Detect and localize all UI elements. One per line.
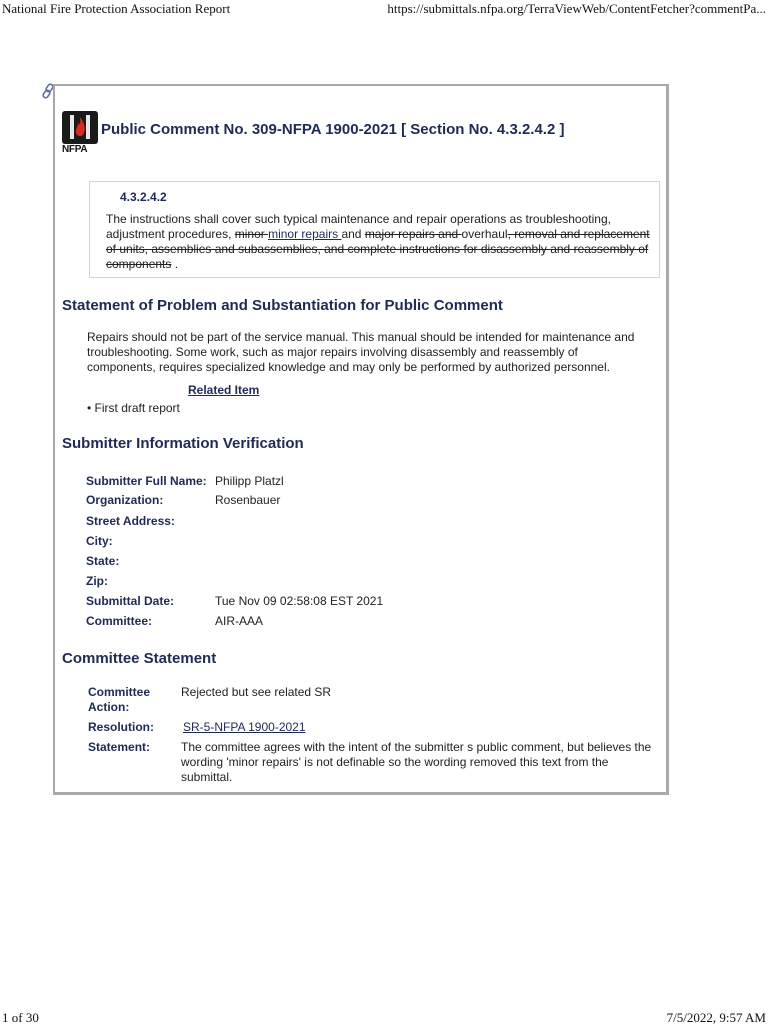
nfpa-flame-emblem-icon xyxy=(62,111,98,144)
section-text-segment: and xyxy=(341,227,365,241)
deleted-text: minor xyxy=(234,227,269,241)
print-header-title: National Fire Protection Association Report xyxy=(2,1,231,16)
committee-heading: Committee Statement xyxy=(62,650,217,667)
field-label: Zip: xyxy=(86,574,108,588)
page-title: Public Comment No. 309-NFPA 1900-2021 [ Section No. 4.3.2.4.2 ] xyxy=(101,121,565,138)
section-text-segment: . xyxy=(171,257,179,271)
field-label: Street Address: xyxy=(86,514,175,528)
related-item-entry: • First draft report xyxy=(87,401,180,415)
section-text-segment: The instructions shall cover such typical maintenance and repair operations as troubleshooting, adjustment procedures, xyxy=(106,212,611,241)
resolution-label: Resolution: xyxy=(88,720,154,734)
problem-heading: Statement of Problem and Substantiation for Public Comment xyxy=(62,297,503,314)
print-timestamp: 7/5/2022, 9:57 AM xyxy=(666,1010,766,1025)
section-text-segment: overhaul xyxy=(461,227,508,241)
field-value: Philipp Platzl xyxy=(215,474,284,488)
field-label: State: xyxy=(86,554,120,568)
related-item-link[interactable]: Related Item xyxy=(188,383,260,397)
inserted-text: minor repairs xyxy=(268,227,342,241)
field-label: Submittal Date: xyxy=(86,594,175,608)
statement-text: The committee agrees with the intent of the submitter s public comment, but believes the wording 'minor repairs' is not definable so the wording removed this text from the submittal. xyxy=(181,740,652,784)
problem-text: Repairs should not be part of the service manual. This manual should be intended for maintenance and troubleshooting. Some work, such as major repairs involving disassembly and reassembly of components, requires specialized knowledge and may only be performed by authorized personnel. xyxy=(87,330,635,374)
field-label: Organization: xyxy=(86,493,164,507)
field-value: AIR-AAA xyxy=(215,614,264,628)
field-label: City: xyxy=(86,534,113,548)
section-number: 4.3.2.4.2 xyxy=(120,190,167,204)
field-label: Committee: xyxy=(86,614,153,628)
page-count: 1 of 30 xyxy=(2,1010,39,1025)
committee-action-value: Rejected but see related SR xyxy=(181,685,332,699)
field-label: Submitter Full Name: xyxy=(86,474,207,488)
field-value: Rosenbauer xyxy=(215,493,281,507)
field-value: Tue Nov 09 02:58:08 EST 2021 xyxy=(215,594,384,608)
nfpa-logo-text: NFPA xyxy=(62,144,88,155)
section-text xyxy=(106,212,654,272)
statement-label: Statement: xyxy=(88,740,151,754)
print-header-url: https://submittals.nfpa.org/TerraViewWeb/ContentFetcher?commentPa... xyxy=(387,1,766,16)
resolution-link[interactable]: SR-5-NFPA 1900-2021 xyxy=(183,720,306,734)
committee-action-label: Committee Action: xyxy=(88,685,151,714)
nfpa-logo xyxy=(62,111,100,155)
deleted-text: , removal and replacement of units, assemblies and subassemblies, and complete instructions for disassembly and reassembly of components xyxy=(106,227,650,271)
deleted-text: major repairs and xyxy=(364,227,462,241)
submitter-heading: Submitter Information Verification xyxy=(62,435,304,452)
